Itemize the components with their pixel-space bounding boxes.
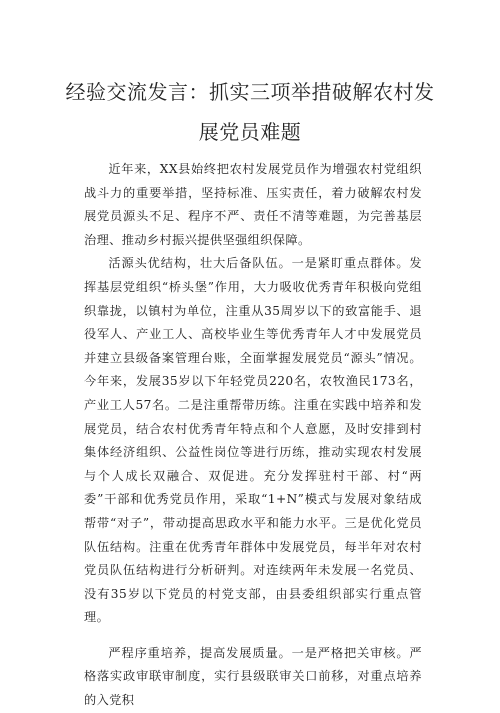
paragraph-procedure-training: 严程序重培养，提高发展质量。一是严格把关审核。严格落实政审联审制度，实行县级联审关口前移，对重点培养的入党积 (84, 645, 422, 708)
paragraph-source-structure: 活源头优结构，壮大后备队伍。一是紧盯重点群体。发挥基层党组织“桥头堡”作用，大力吸收优秀青年积极向党组织靠拢，以镇村为单位，注重从35周岁以下的致富能手、退役军人、产业工人、高校毕业生等优秀青年人才中发展党员并建立县级备案管理台账，全面掌握发展党员“源头”情况。今年来，发展35岁以下年轻党员220名，农牧渔民173名，产业工人57名。二是注重帮带历练。注重在实践中培养和发展党员，结合农村优秀青年特点和个人意愿，及时安排到村集体经济组织、公益性岗位等进行历练，推动实现农村发展与个人成长双融合、双促进。充分发挥驻村干部、村“两委”干部和优秀党员作用，采取“1+N”模式与发展对象结成帮带“对子”，带动提高思政水平和能力水平。三是优化党员队伍结构。注重在优秀青年群体中发展党员，每半年对农村党员队伍结构进行分析研判。对连续两年未发展一名党员、没有35岁以下党员的村党支部，由县委组织部实行重点管理。 (84, 256, 422, 625)
document-title-line-1: 经验交流发言：抓实三项举措破解农村发 (65, 80, 435, 104)
paragraph-intro: 近年来，XX县始终把农村发展党员作为增强农村党组织战斗力的重要举措，坚持标准、压实责任，着力破解农村发展党员源头不足、程序不严、责任不清等难题，为完善基层治理、推动乡村振兴提供坚强组织保障。 (84, 162, 422, 247)
document-body (84, 158, 422, 713)
document-title-line-2: 展党员难题 (198, 120, 302, 144)
